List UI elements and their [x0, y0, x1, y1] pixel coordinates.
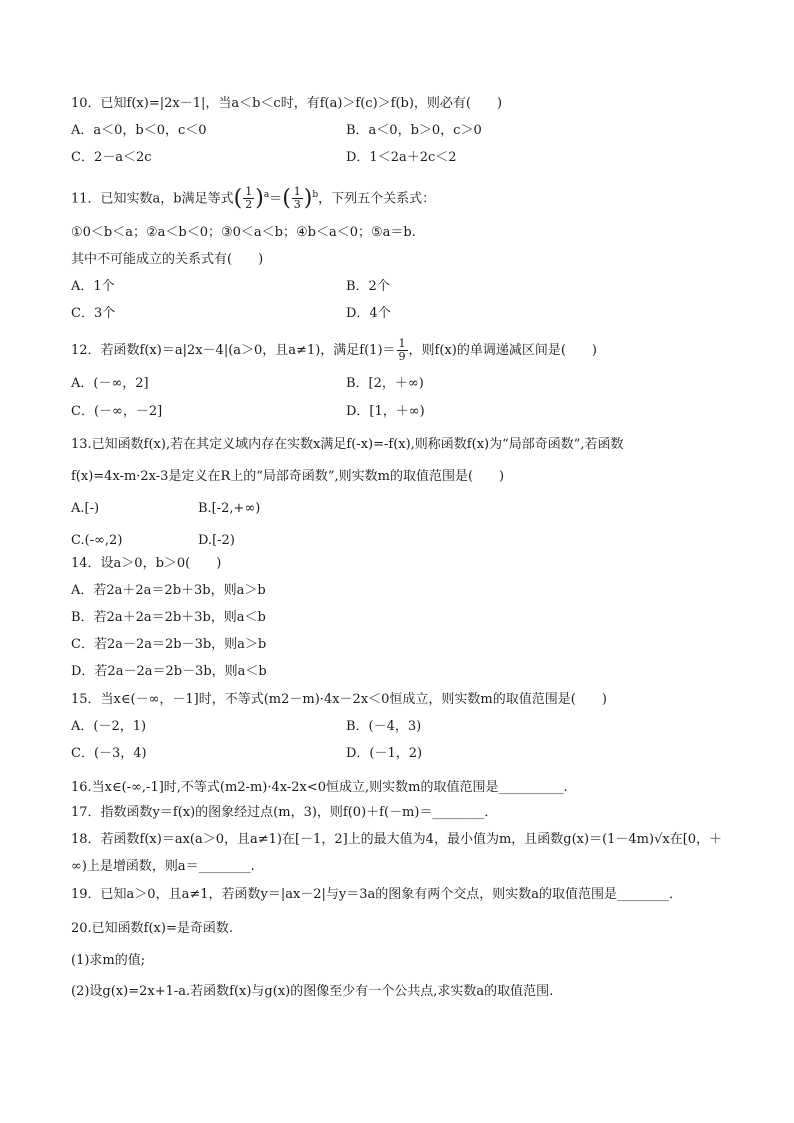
q14-option-d: D．若2a－2a＝2b－3b，则a＜b: [71, 664, 267, 679]
q11-stem: [71, 180, 435, 214]
q11-exponent-b: b: [312, 190, 319, 200]
q11-option-b: B．2个: [346, 279, 390, 294]
q14-option-c: C．若2a－2a＝2b－3b，则a＞b: [71, 637, 267, 652]
q11-option-d: D．4个: [346, 306, 391, 321]
q12-stem-post: ，则f(x)的单调递减区间是( ): [408, 343, 597, 358]
q11-option-a: A．1个: [71, 279, 115, 294]
q11-stem-post: ，下列五个关系式：: [318, 191, 436, 207]
q15-option-d: D．(－1，2): [346, 746, 423, 761]
q13-stem-line1: 13.已知函数f(x),若在其定义域内存在实数x满足f(-x)=-f(x),则称函数f(x)为“局部奇函数”,若函数: [71, 437, 624, 452]
q13-stem-line2: f(x)=4x-m·2x-3是定义在R上的“局部奇函数”,则实数m的取值范围是( ): [71, 469, 505, 484]
q12-stem-pre: 12．若函数f(x)＝a|2x－4|(a＞0，且a≠1)，满足f(1)＝: [71, 343, 396, 358]
left-paren-glyph: (: [233, 185, 243, 211]
q11-relations: ①0＜b＜a；②a＜b＜0；③0＜a＜b；④b＜a＜0；⑤a＝b.: [71, 225, 416, 240]
q20-stem: 20.已知函数f(x)=是奇函数.: [71, 921, 233, 936]
q12-fraction: [397, 338, 408, 363]
q20-part2: (2)设g(x)=2x+1-a.若函数f(x)与g(x)的图像至少有一个公共点,求实数a的取值范围.: [71, 984, 554, 999]
right-paren-glyph: ): [303, 185, 313, 211]
fraction-denominator: 9: [398, 350, 406, 363]
q20-part1: (1)求m的值;: [71, 953, 146, 968]
fraction-numerator: 1: [398, 337, 406, 350]
q14-option-b: B．若2a＋2a＝2b＋3b，则a＜b: [71, 610, 266, 625]
q19-stem: 19．已知a＞0，且a≠1，若函数y＝|ax－2|与y＝3a的图象有两个交点，则实数a的取值范围是________．: [71, 887, 683, 902]
q13-option-c: C.(-∞,2): [71, 533, 123, 548]
q13-option-b: B.[-2,+∞): [198, 501, 261, 516]
q12-option-c: C．(－∞，－2]: [71, 404, 163, 419]
q18-stem-line2: ∞)上是增函数，则a＝________.: [71, 859, 255, 874]
q10-option-c: C．2－a＜2c: [71, 150, 152, 165]
q12-option-a: A．(－∞，2]: [71, 376, 149, 391]
left-paren-glyph: (: [282, 185, 291, 211]
q14-stem: 14．设a＞0，b＞0( ): [71, 556, 222, 571]
q10-option-b: B．a＜0，b＞0，c＞0: [346, 123, 482, 138]
q16-stem: 16.当x∈(-∞,-1]时,不等式(m2-m)·4x-2x<0恒成立,则实数m的取值范围是__________.: [71, 780, 568, 795]
q11-ask: 其中不可能成立的关系式有( ): [71, 252, 264, 267]
fraction-numerator: 1: [293, 185, 301, 199]
q10-option-a: A．a＜0，b＜0，c＜0: [71, 123, 207, 138]
q15-option-c: C．(－3，4): [71, 746, 147, 761]
q15-option-b: B．(－4，3): [346, 719, 422, 734]
q11-equals: ＝: [269, 191, 283, 207]
fraction-numerator: 1: [245, 185, 253, 199]
q14-option-a: A．若2a＋2a＝2b＋3b，则a＞b: [71, 583, 266, 598]
q18-stem-line1: 18．若函数f(x)＝ax(a＞0，且a≠1)在[－1，2]上的最大值为4，最小值为m，且函数g(x)＝(1－4m)√x在[0，＋: [71, 832, 723, 847]
q13-option-d: D.[-2): [198, 533, 235, 548]
q10-stem: 10．已知f(x)=|2x－1|，当a＜b＜c时，有f(a)＞f(c)＞f(b)，则必有( ): [71, 96, 503, 111]
right-paren-glyph: ): [255, 185, 264, 211]
fraction-denominator: 2: [245, 198, 253, 212]
q15-option-a: A．(－2，1): [71, 719, 147, 734]
q15-stem: 15．当x∈(－∞，－1]时，不等式(m2－m)·4x－2x＜0恒成立，则实数m的取值范围是( ): [71, 692, 607, 707]
q11-fraction-1: [243, 186, 254, 211]
q11-exponent-a: a: [263, 190, 270, 200]
q10-option-d: D．1＜2a＋2c＜2: [346, 150, 457, 165]
q17-stem: 17．指数函数y＝f(x)的图象经过点(m，3)，则f(0)＋f(－m)＝________．: [71, 805, 498, 820]
q12-stem: [71, 336, 597, 366]
fraction-denominator: 3: [293, 198, 301, 212]
q11-fraction-2: [292, 186, 303, 211]
q12-option-d: D．[1，＋∞): [346, 404, 425, 419]
q11-option-c: C．3个: [71, 306, 116, 321]
q13-option-a: A.[-): [71, 501, 100, 516]
q12-option-b: B．[2，＋∞): [346, 376, 424, 391]
q11-stem-pre: 11．已知实数a，b满足等式: [71, 191, 234, 207]
